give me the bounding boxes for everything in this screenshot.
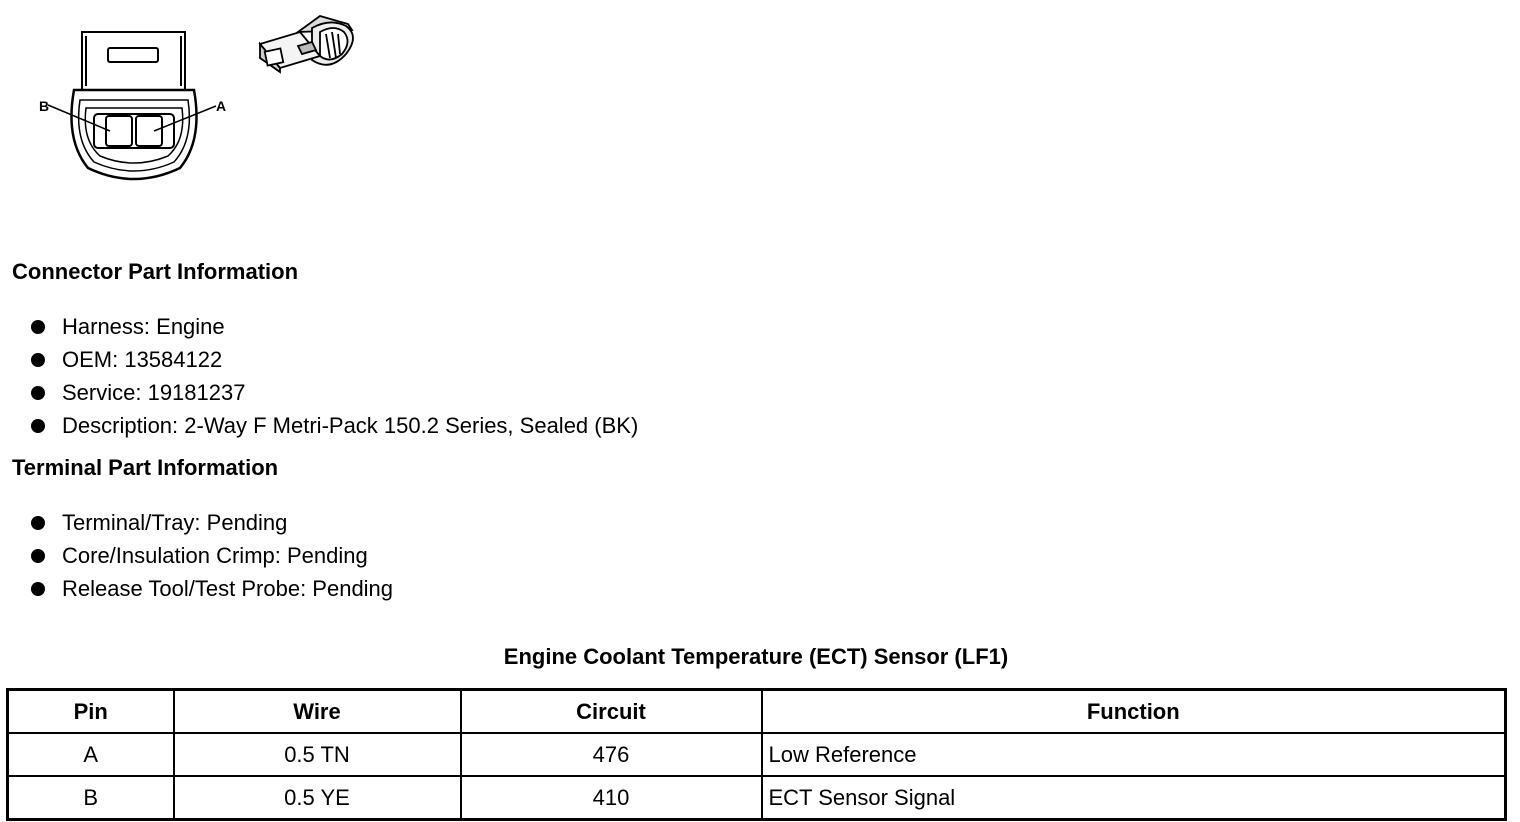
pin-b-callout: B [39,98,50,114]
harness-info: Harness: Engine [62,314,225,339]
cell-circuit: 476 [461,733,762,776]
header-wire: Wire [174,690,461,734]
bullet-icon [31,419,45,433]
cell-function: Low Reference [762,733,1506,776]
list-item [28,343,638,376]
terminal-part-info-heading: Terminal Part Information [12,455,279,480]
bullet-icon [31,549,45,563]
table-row [8,733,1506,776]
oem-info: OEM: 13584122 [62,347,223,372]
terminal-tray-info: Terminal/Tray: Pending [62,510,288,535]
connector-isometric-view [260,16,353,72]
terminal-part-info-list [28,506,393,605]
cell-function: ECT Sensor Signal [762,776,1506,820]
cell-circuit: 410 [461,776,762,820]
pin-a-callout: A [216,98,227,114]
table-title: Engine Coolant Temperature (ECT) Sensor (LF1) [503,644,1009,669]
cell-pin: A [8,733,174,776]
list-item [28,376,638,409]
connector-figure [30,10,370,195]
bullet-icon [31,353,45,367]
cell-pin: B [8,776,174,820]
list-item [28,409,638,442]
cell-wire: 0.5 YE [174,776,461,820]
bullet-icon [31,386,45,400]
release-tool-info: Release Tool/Test Probe: Pending [62,576,394,601]
list-item [28,506,393,539]
connector-face-view [48,32,216,179]
header-circuit: Circuit [461,690,762,734]
table-row [8,776,1506,820]
description-info: Description: 2-Way F Metri-Pack 150.2 Series, Sealed (BK) [62,413,639,438]
bullet-icon [31,516,45,530]
header-pin: Pin [8,690,174,734]
connector-part-info-list [28,310,638,442]
table-header-row [8,690,1506,734]
list-item [28,310,638,343]
crimp-info: Core/Insulation Crimp: Pending [62,543,368,568]
bullet-icon [31,320,45,334]
cell-wire: 0.5 TN [174,733,461,776]
bullet-icon [31,582,45,596]
service-info: Service: 19181237 [62,380,246,405]
header-function: Function [762,690,1506,734]
connector-drawing [30,10,370,195]
list-item [28,539,393,572]
connector-part-info-heading: Connector Part Information [12,259,299,284]
pinout-table [6,688,1507,821]
list-item [28,572,393,605]
